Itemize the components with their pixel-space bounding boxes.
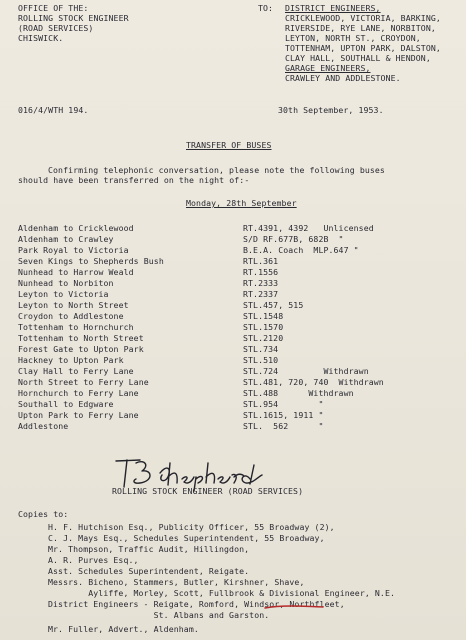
copies-line: H. F. Hutchison Esq., Publicity Officer, 55 Broadway (2), <box>48 522 335 532</box>
transfer-route: Park Royal to Victoria <box>18 245 129 255</box>
transfer-vehicles: STL.510 <box>243 355 279 365</box>
transfer-vehicles: STL.1548 <box>243 311 284 321</box>
copies-line: St. Albans and Garston. <box>48 610 270 620</box>
to-line: DISTRICT ENGINEERS, <box>285 3 381 13</box>
transfer-route: Clay Hall to Ferry Lane <box>18 366 134 376</box>
transfer-route: Tottenham to North Street <box>18 333 144 343</box>
intro-line-1: Confirming telephonic conversation, please note the following buses <box>48 165 385 175</box>
to-label: TO: <box>258 3 274 13</box>
subject-heading: TRANSFER OF BUSES <box>186 140 272 150</box>
to-line: CLAY HALL, SOUTHALL & HENDON, <box>285 53 431 63</box>
transfer-vehicles: RT.1556 <box>243 267 279 277</box>
copies-line: Asst. Schedules Superintendent, Reigate. <box>48 566 250 576</box>
transfer-route: Hornchurch to Ferry Lane <box>18 388 139 398</box>
transfer-route: Addlestone <box>18 421 69 431</box>
day-heading: Monday, 28th September <box>186 198 297 208</box>
to-line: TOTTENHAM, UPTON PARK, DALSTON, <box>285 43 441 53</box>
from-engineer-line: ROLLING STOCK ENGINEER <box>18 13 129 23</box>
transfer-vehicles: STL.734 <box>243 344 279 354</box>
transfer-vehicles: STL.481, 720, 740 Withdrawn <box>243 377 384 387</box>
transfer-vehicles: RTL.361 <box>243 256 279 266</box>
copies-line: A. R. Purves Esq., <box>48 555 139 565</box>
transfer-route: North Street to Ferry Lane <box>18 377 149 387</box>
copies-line: Messrs. Bicheno, Stammers, Butler, Kirshner, Shave, <box>48 577 305 587</box>
to-line: CRAWLEY AND ADDLESTONE. <box>285 73 401 83</box>
transfer-route: Upton Park to Ferry Lane <box>18 410 139 420</box>
red-pen-mark <box>263 604 325 610</box>
transfer-vehicles: S/D RF.677B, 682B " <box>243 234 344 244</box>
reference-number: 016/4/WTH 194. <box>18 105 89 115</box>
from-location-line: CHISWICK. <box>18 33 64 43</box>
transfer-route: Nunhead to Norbiton <box>18 278 114 288</box>
transfer-vehicles: STL.1615, 1911 " <box>243 410 324 420</box>
copies-line: C. J. Mays Esq., Schedules Superintendent, 55 Broadway, <box>48 533 325 543</box>
transfer-route: Leyton to North Street <box>18 300 129 310</box>
transfer-route: Seven Kings to Shepherds Bush <box>18 256 164 266</box>
transfer-route: Leyton to Victoria <box>18 289 109 299</box>
transfer-vehicles: RT.2333 <box>243 278 279 288</box>
transfer-route: Croydon to Addlestone <box>18 311 124 321</box>
transfer-route: Aldenham to Cricklewood <box>18 223 134 233</box>
copies-heading: Copies to: <box>18 509 69 519</box>
copies-line: Mr. Fuller, Advert., Aldenham. <box>48 624 199 634</box>
transfer-route: Aldenham to Crawley <box>18 234 114 244</box>
transfer-vehicles: B.E.A. Coach MLP.647 " <box>243 245 359 255</box>
transfer-route: Forest Gate to Upton Park <box>18 344 144 354</box>
transfer-vehicles: STL.1570 <box>243 322 284 332</box>
transfer-route: Southall to Edgware <box>18 399 114 409</box>
transfer-route: Tottenham to Hornchurch <box>18 322 134 332</box>
transfer-vehicles: STL. 562 " <box>243 421 324 431</box>
transfer-route: Nunhead to Harrow Weald <box>18 267 134 277</box>
transfer-vehicles: RT.2337 <box>243 289 279 299</box>
transfer-vehicles: STL.457, 515 <box>243 300 304 310</box>
to-line: LEYTON, NORTH ST., CROYDON, <box>285 33 421 43</box>
copies-line: District Engineers - Reigate, Romford, Windsor, Northfleet, <box>48 599 345 609</box>
transfer-vehicles: RT.4391, 4392 Unlicensed <box>243 223 374 233</box>
transfer-vehicles: STL.724 Withdrawn <box>243 366 369 376</box>
transfer-route: Hackney to Upton Park <box>18 355 124 365</box>
transfer-vehicles: STL.2120 <box>243 333 284 343</box>
to-line: RIVERSIDE, RYE LANE, NORBITON, <box>285 23 436 33</box>
from-office-line: OFFICE OF THE: <box>18 3 89 13</box>
to-line: GARAGE ENGINEERS, <box>285 63 371 73</box>
copies-line: Mr. Thompson, Traffic Audit, Hillingdon, <box>48 544 250 554</box>
from-services-line: (ROAD SERVICES) <box>18 23 94 33</box>
signatory-title: ROLLING STOCK ENGINEER (ROAD SERVICES) <box>112 486 304 496</box>
transfer-vehicles: STL.488 Withdrawn <box>243 388 354 398</box>
copies-line: Ayliffe, Morley, Scott, Fullbrook & Divisional Engineer, N.E. <box>48 588 396 598</box>
letter-date: 30th September, 1953. <box>278 105 384 115</box>
transfer-vehicles: STL.954 " <box>243 399 324 409</box>
to-line: CRICKLEWOOD, VICTORIA, BARKING, <box>285 13 441 23</box>
intro-line-2: should have been transferred on the night of:- <box>18 175 250 185</box>
